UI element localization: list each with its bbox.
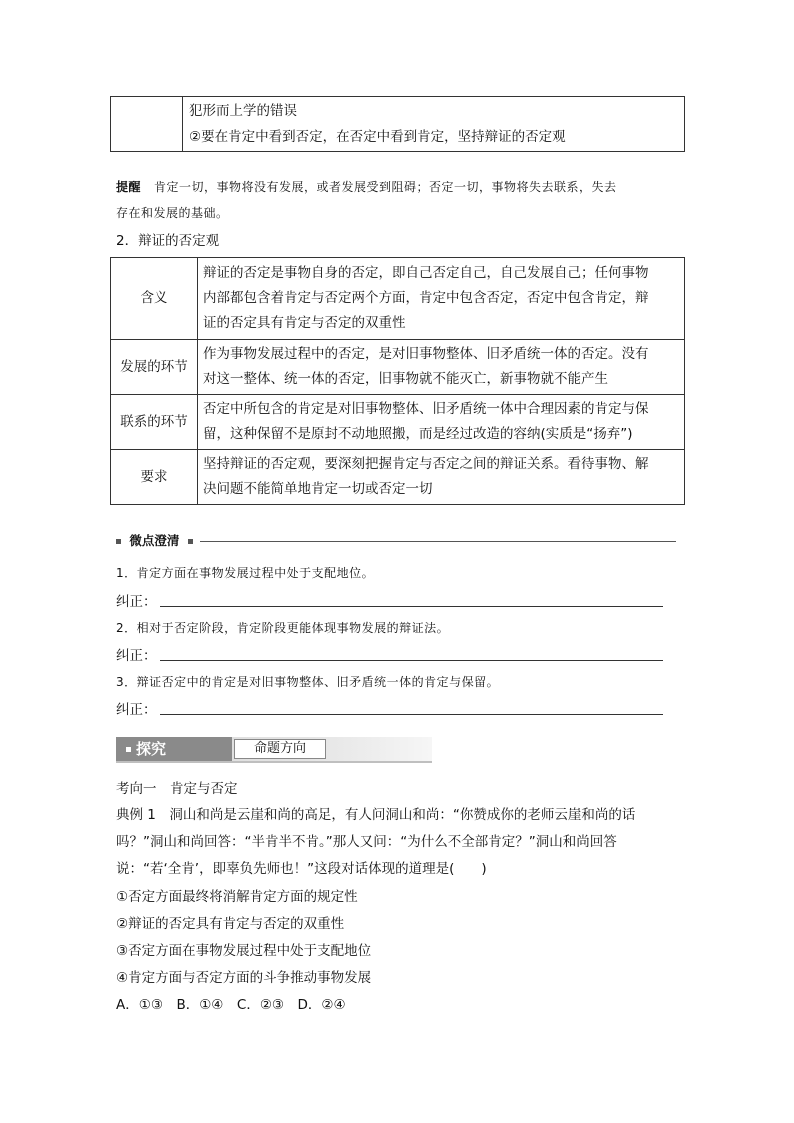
row-line: 坚持辩证的否定观，要深刻把握肯定与否定之间的辩证关系。看待事物、解: [203, 456, 649, 472]
option-2: ②辩证的否定具有肯定与否定的双重性: [116, 916, 345, 932]
table-row-content: [198, 450, 685, 505]
option-4: ④肯定方面与否定方面的斗争推动事物发展: [116, 970, 372, 986]
row-line: 辩证的否定是事物自身的否定，即自己否定自己，自己发展自己；任何事物: [203, 265, 649, 281]
clarify-item-3: 3．辩证否定中的肯定是对旧事物整体、旧矛盾统一体的肯定与保留。: [116, 675, 500, 689]
table-row: [111, 395, 685, 450]
example-line-3: 说：“若‘全肯’，即辜负先师也！”这段对话体现的道理是( ): [116, 861, 487, 877]
row-line: 证的否定具有肯定与否定的双重性: [203, 315, 406, 331]
clarify-heading-row: [116, 531, 193, 551]
option-1: ①否定方面最终将消解肯定方面的规定性: [116, 889, 358, 905]
option-3: ③否定方面在事物发展过程中处于支配地位: [116, 943, 372, 959]
table-row-content: [198, 258, 685, 340]
section-heading-dialectical-negation: 2．辩证的否定观: [116, 233, 220, 249]
top-table-line-1: 犯形而上学的错误: [189, 103, 297, 119]
banner-underline: [116, 761, 432, 763]
row-line: 内部都包含着肯定与否定两个方面，肯定中包含否定，否定中包含肯定，辩: [203, 290, 649, 306]
clarify-heading-rule: [200, 541, 676, 542]
row-line: 留，这种保留不是原封不动地照搬，而是经过改造的容纳(实质是“扬弃”): [203, 426, 633, 442]
table-row: [111, 450, 685, 505]
table-row: [111, 340, 685, 395]
table-row-label: 含义: [111, 258, 198, 340]
table-row-label: 联系的环节: [111, 395, 198, 450]
example-line-2: 吗？”洞山和尚回答：“半肯半不肯。”那人又问：“为什么不全部肯定？”洞山和尚回答: [116, 834, 617, 850]
correction-answer-line-1[interactable]: [160, 606, 663, 607]
table-row-content: [198, 395, 685, 450]
tip-line-2: 存在和发展的基础。: [116, 206, 229, 220]
clarify-item-2: 2．相对于否定阶段，肯定阶段更能体现事物发展的辩证法。: [116, 621, 450, 635]
row-line: 对这一整体、统一体的否定，旧事物就不能灭亡，新事物就不能产生: [203, 371, 608, 387]
correction-answer-line-3[interactable]: [160, 714, 663, 715]
table-row-label: 发展的环节: [111, 340, 198, 395]
top-table-line-2: ②要在肯定中看到否定，在否定中看到肯定，坚持辩证的否定观: [189, 129, 566, 145]
clarify-item-1: 1．肯定方面在事物发展过程中处于支配地位。: [116, 566, 375, 580]
top-table-label-cell: [111, 97, 183, 152]
banner-title: [126, 737, 166, 761]
row-line: 决问题不能简单地肯定一切或否定一切: [203, 481, 433, 497]
correction-answer-line-2[interactable]: [160, 660, 663, 661]
tip-label: 提醒: [116, 180, 142, 194]
tip-line-1: [116, 177, 616, 197]
explore-banner: [116, 737, 432, 761]
row-line: 否定中所包含的肯定是对旧事物整体、旧矛盾统一体中合理因素的肯定与保: [203, 401, 649, 417]
table-row-content: [198, 340, 685, 395]
table-row: [111, 258, 685, 340]
direction-heading: 考向一 肯定与否定: [116, 781, 238, 797]
correction-label-3: 纠正：: [116, 702, 157, 718]
negation-table: [110, 257, 685, 505]
answer-choices: A．①③ B．①④ C．②③ D．②④: [116, 997, 346, 1013]
top-table-content-cell: [183, 97, 685, 152]
row-line: 作为事物发展过程中的否定，是对旧事物整体、旧矛盾统一体的否定。没有: [203, 346, 649, 362]
square-bullet-icon: [126, 747, 131, 752]
clarify-heading: 微点澄清: [129, 533, 180, 548]
example-line-1: 典例 1 洞山和尚是云崖和尚的高足，有人问洞山和尚：“你赞成你的老师云崖和尚的话: [116, 807, 636, 823]
tip-text-1: 肯定一切，事物将没有发展，或者发展受到阻碍；否定一切，事物将失去联系，失去: [153, 180, 617, 194]
square-bullet-icon: [188, 539, 193, 544]
correction-label-1: 纠正：: [116, 594, 157, 610]
square-bullet-icon: [116, 539, 121, 544]
banner-tag: 命题方向: [234, 739, 326, 759]
top-table: [110, 96, 685, 152]
banner-title-text: 探究: [136, 740, 167, 758]
correction-label-2: 纠正：: [116, 648, 157, 664]
table-row-label: 要求: [111, 450, 198, 505]
